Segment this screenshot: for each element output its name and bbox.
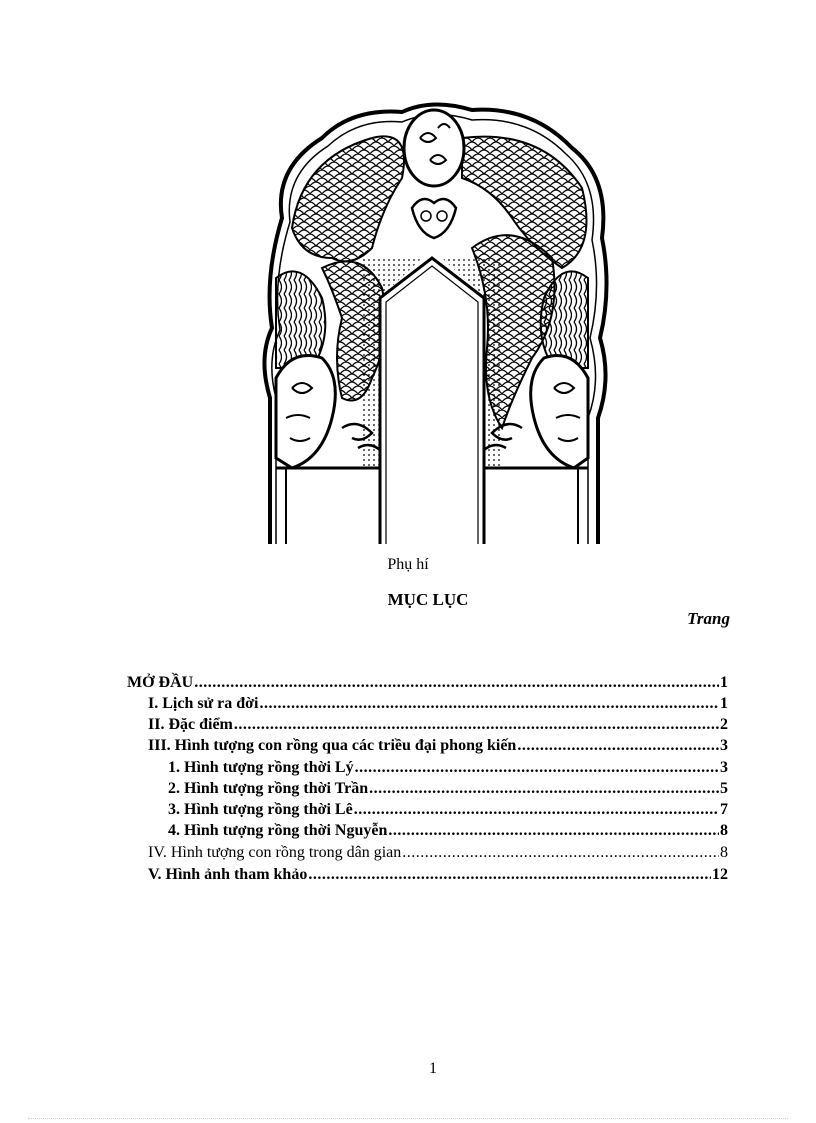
toc-entry-page: 2 — [720, 716, 728, 733]
bottom-divider — [28, 1118, 788, 1119]
toc-entry-thoi-nguyen[interactable] — [168, 822, 728, 844]
toc-entry-page: 12 — [712, 866, 728, 883]
toc-entry-mo-dau[interactable] — [127, 674, 728, 696]
toc-entry-text: III. Hình tượng con rồng qua các triều đại phong kiến — [148, 737, 517, 754]
toc-entry-text: MỞ ĐẦU — [127, 674, 194, 691]
toc-leader-dots — [517, 737, 719, 755]
toc-entry-page: 8 — [720, 822, 728, 839]
toc-leader-dots — [388, 822, 719, 840]
toc-entry-page: 3 — [720, 737, 728, 754]
toc-entry-text: II. Đặc điểm — [148, 716, 233, 733]
toc-entry-dan-gian[interactable] — [148, 844, 728, 866]
toc-entry-text: IV. Hình tượng con rồng trong dân gian — [148, 844, 402, 861]
toc-entry-page: 1 — [720, 674, 728, 691]
figure-caption: Phụ hí — [387, 556, 429, 573]
toc-entry-thoi-ly[interactable] — [168, 759, 728, 781]
toc-leader-dots — [234, 716, 719, 734]
dragon-stele-illustration — [262, 98, 612, 544]
toc-leader-dots — [369, 780, 719, 798]
toc-entry-page: 3 — [720, 759, 728, 776]
toc-entry-page: 1 — [720, 695, 728, 712]
toc-entry-trieu-dai[interactable] — [148, 737, 728, 759]
toc-page-label: Trang — [687, 609, 730, 628]
toc-leader-dots — [355, 759, 719, 777]
toc-entry-thoi-le[interactable] — [168, 801, 728, 823]
toc-leader-dots — [259, 695, 719, 713]
toc-leader-dots — [308, 866, 711, 884]
toc-entry-dac-diem[interactable] — [148, 716, 728, 738]
toc-entry-text: 2. Hình tượng rồng thời Trần — [168, 780, 369, 797]
toc-entry-tham-khao[interactable] — [148, 866, 728, 888]
toc-entry-page: 7 — [720, 801, 728, 818]
toc-entry-text: I. Lịch sử ra đời — [148, 695, 259, 712]
toc-entry-lich-su[interactable] — [148, 695, 728, 717]
toc-entry-text: 3. Hình tượng rồng thời Lê — [168, 801, 353, 818]
toc-entry-page: 5 — [720, 780, 728, 797]
toc-title: MỤC LỤC — [387, 590, 469, 609]
toc-entry-text: 1. Hình tượng rồng thời Lý — [168, 759, 354, 776]
toc-leader-dots — [402, 844, 719, 862]
toc-leader-dots — [354, 801, 719, 819]
toc-entry-text: V. Hình ảnh tham khảo — [148, 866, 308, 883]
page-number: 1 — [429, 1060, 437, 1077]
toc-leader-dots — [194, 674, 719, 692]
toc-entry-text: 4. Hình tượng rồng thời Nguyễn — [168, 822, 388, 839]
toc-entry-page: 8 — [720, 844, 728, 861]
toc-entry-thoi-tran[interactable] — [168, 780, 728, 802]
